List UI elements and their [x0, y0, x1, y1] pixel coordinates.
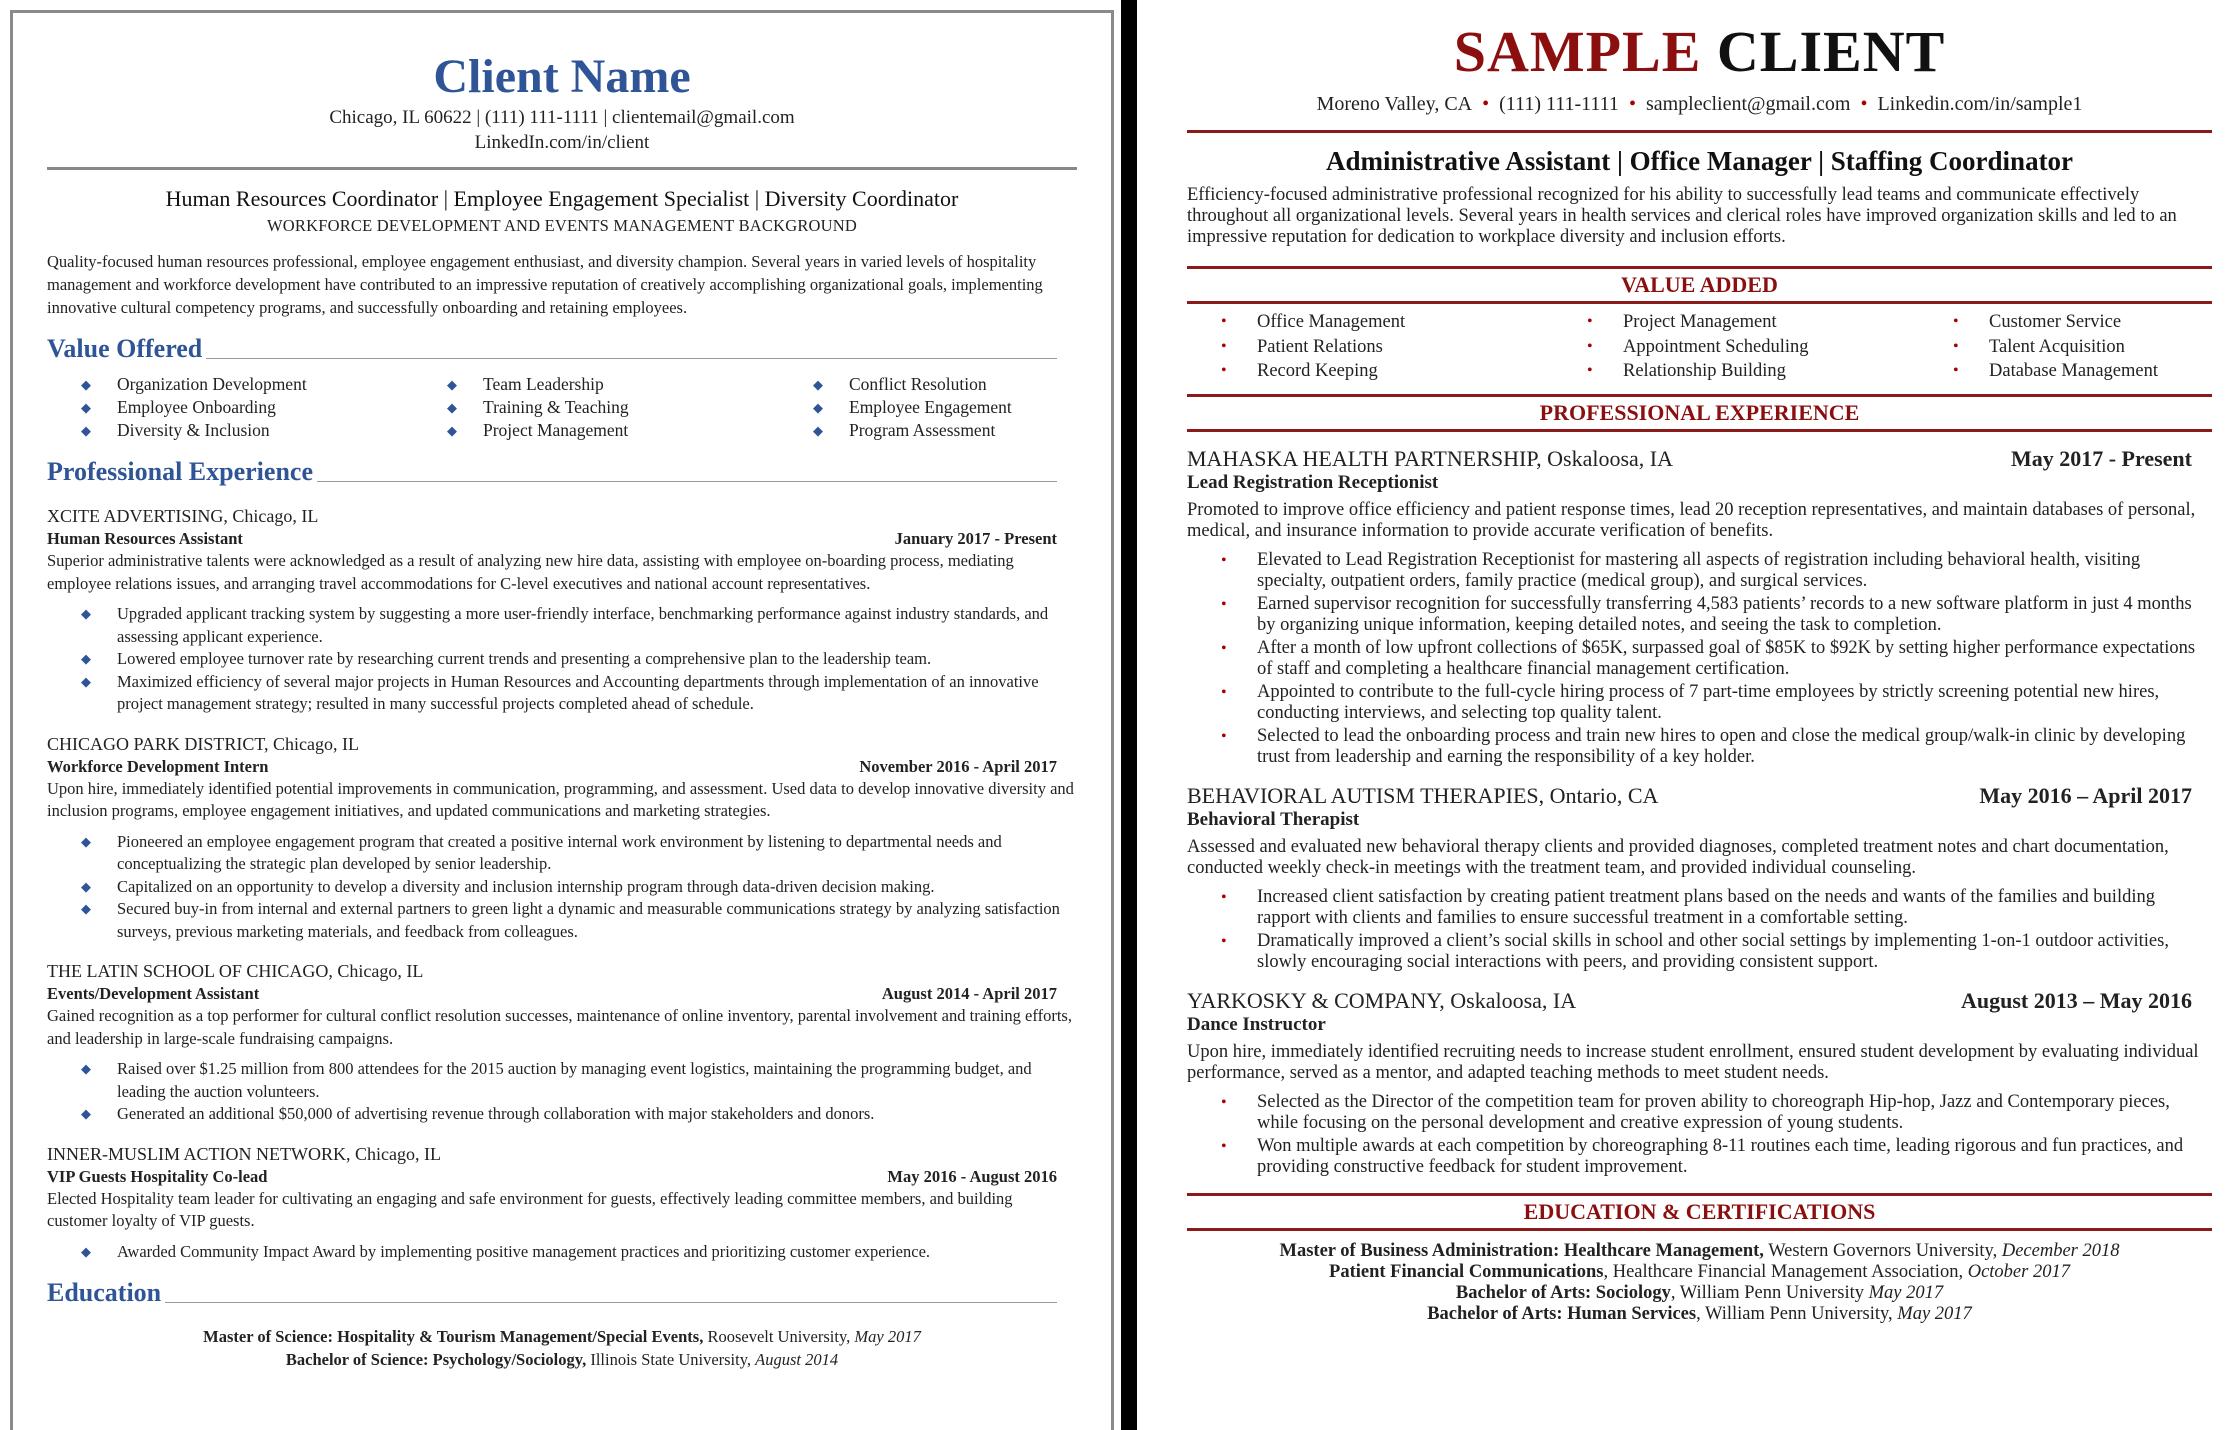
- degree: Master of Business Administration: Healthcare Management,: [1279, 1240, 1764, 1261]
- job-title: Human Resources Assistant: [47, 529, 243, 548]
- job-location: Chicago, IL: [332, 961, 424, 981]
- bullet-icon: ◆: [81, 673, 91, 689]
- school: Western Governors University,: [1763, 1240, 2002, 1261]
- name-first: SAMPLE: [1453, 19, 1702, 84]
- school: , Healthcare Financial Management Association,: [1603, 1261, 1968, 1282]
- linkedin-url: LinkedIn.com/in/client: [474, 132, 650, 153]
- company-name: YARKOSKY & COMPANY, Oskaloosa, IA: [1187, 987, 1577, 1013]
- bullet-icon: •: [1221, 337, 1227, 355]
- value-item: [1953, 310, 2232, 335]
- job-description: Promoted to improve office efficiency and patient response times, lead 20 reception representatives, and maintain databases of personal, medical, and insurance information to provide accurate verification of benefits.: [1187, 499, 2196, 541]
- bullet-icon: •: [1953, 313, 1959, 330]
- value-offered-heading: [47, 333, 1077, 365]
- company-name: INNER-MUSLIM ACTION NETWORK,: [47, 1143, 351, 1164]
- contact-item: sampleclient@gmail.com: [1645, 93, 1851, 115]
- education-heading: EDUCATION & CERTIFICATIONS: [1523, 1198, 1876, 1224]
- bullet-icon: ◆: [81, 833, 91, 849]
- job-entry: [1187, 988, 2212, 1179]
- bullet-icon: •: [1587, 313, 1593, 330]
- bullet-list: [47, 1058, 1077, 1126]
- bullet-icon: ◆: [447, 423, 457, 438]
- value-grid: [1187, 310, 2212, 384]
- bullet-icon: ◆: [447, 400, 457, 415]
- value-item: [1953, 335, 2232, 360]
- bullet-icon: ◆: [813, 423, 823, 438]
- education-item: [47, 1348, 1077, 1371]
- job-list: [1187, 446, 2212, 1179]
- value-item: [81, 396, 447, 419]
- value-item: [813, 419, 1113, 442]
- value-label: Record Keeping: [1257, 361, 1378, 381]
- bullet-list: [47, 603, 1077, 716]
- separator-dot-icon: •: [1482, 93, 1490, 115]
- value-added-heading: VALUE ADDED: [1621, 272, 1778, 297]
- bullet-text: Upgraded applicant tracking system by suggesting a more user-friendly interface, benchmarking performance against industry standards, and assessing applicant experience.: [117, 604, 1049, 646]
- divider: [1187, 429, 2212, 432]
- bullet-text: Secured buy-in from internal and external partners to green light a dynamic and measurable communications strategy by analyzing satisfaction surveys, previous marketing materials, and feedback from colleagues.: [117, 899, 1060, 941]
- bullet-item: [81, 1103, 1077, 1126]
- contact-line: Chicago, IL 60622 | (111) 111-1111 | clientemail@gmail.com: [329, 107, 795, 128]
- bullet-icon: ◆: [81, 1106, 91, 1121]
- value-label: Appointment Scheduling: [1623, 336, 1809, 357]
- bullet-text: Raised over $1.25 million from 800 attendees for the 2015 auction by managing event logistics, maintaining the programming budget, and leading the auction volunteers.: [117, 1059, 1032, 1101]
- bullet-icon: •: [1587, 362, 1593, 379]
- bullet-text: Elevated to Lead Registration Receptionist for mastering all aspects of registration including behavioral health, visiting specialty, outpatient orders, family practice (medical group), and surgical services.: [1257, 549, 2141, 591]
- value-label: Employee Engagement: [849, 397, 1012, 417]
- bullet-item: [1221, 1136, 2212, 1179]
- bullet-item: [81, 1058, 1077, 1103]
- bullet-text: Selected to lead the onboarding process and train new hires to open and close the medical group/walk-in clinic by developing trust from leadership and earning the responsibility of a key holder.: [1257, 725, 2186, 767]
- bullet-icon: ◆: [81, 651, 91, 666]
- bullet-text: Awarded Community Impact Award by implementing positive management practices and prioritizing customer experience.: [117, 1241, 931, 1261]
- school: , William Penn University,: [1696, 1303, 1898, 1324]
- bullet-item: [81, 876, 1077, 899]
- school: Roosevelt University,: [703, 1327, 855, 1346]
- value-item: [813, 396, 1113, 419]
- job-entry: [1187, 446, 2212, 769]
- title-row: [47, 983, 1077, 1005]
- degree: Bachelor of Arts: Human Services: [1427, 1303, 1697, 1324]
- bullet-icon: •: [1221, 362, 1227, 379]
- school: Illinois State University,: [586, 1350, 756, 1369]
- value-item: [1221, 310, 1587, 335]
- company-name: MAHASKA HEALTH PARTNERSHIP, Oskaloosa, IA: [1187, 445, 1673, 471]
- job-description: Elected Hospitality team leader for cultivating an engaging and safe environment for guests, effectively leading committee members, and building customer loyalty of VIP guests.: [47, 1188, 1013, 1230]
- bullet-list: [1187, 887, 2212, 974]
- bullet-item: [81, 671, 1077, 716]
- value-label: Team Leadership: [483, 374, 604, 394]
- education-heading: [47, 1277, 1077, 1309]
- bullet-icon: •: [1953, 362, 1959, 379]
- degree: Master of Science: Hospitality & Tourism Management/Special Events,: [203, 1327, 704, 1346]
- company-name: XCITE ADVERTISING,: [47, 506, 228, 526]
- job-dates: August 2014 - April 2017: [881, 984, 1057, 1003]
- header-divider: [47, 167, 1077, 170]
- bullet-item: [81, 603, 1077, 648]
- job-title: Workforce Development Intern: [47, 756, 269, 776]
- company-row: [1187, 783, 2212, 809]
- job-entry: [47, 504, 1077, 716]
- edu-date: May 2017: [1897, 1303, 1972, 1324]
- edu-date: October 2017: [1967, 1261, 2070, 1282]
- company-row: [1187, 988, 2212, 1014]
- degree: Bachelor of Science: Psychology/Sociology,: [285, 1350, 587, 1369]
- bullet-icon: ◆: [81, 606, 91, 621]
- degree: Bachelor of Arts: Sociology: [1455, 1282, 1671, 1303]
- bullet-item: [1221, 887, 2212, 930]
- job-dates: January 2017 - Present: [894, 529, 1057, 548]
- bullet-icon: •: [1221, 1093, 1227, 1111]
- job-dates: November 2016 - April 2017: [859, 756, 1057, 776]
- bullet-icon: ◆: [81, 423, 91, 438]
- company-row: [1187, 446, 2212, 472]
- title-row: [47, 756, 1077, 778]
- job-title: Events/Development Assistant: [47, 984, 260, 1003]
- bullet-list: [47, 831, 1077, 944]
- value-label: Office Management: [1257, 312, 1406, 332]
- title-row: [47, 1166, 1077, 1188]
- contact-line: [1187, 90, 2212, 118]
- job-description: Upon hire, immediately identified potential improvements in communication, programming, and assessment. Used data to develop innovative diversity and inclusion programs, employee engagement initiatives, and updated communications and marketing strategies.: [47, 778, 1074, 820]
- edu-date: May 2017: [854, 1327, 921, 1346]
- title-row: [47, 528, 1077, 550]
- background-subtitle: WORKFORCE DEVELOPMENT AND EVENTS MANAGEMENT BACKGROUND: [267, 216, 857, 235]
- target-titles: Administrative Assistant | Office Manager | Staffing Coordinator: [1325, 146, 2074, 176]
- company-line: [47, 1142, 1077, 1166]
- education-item: [47, 1325, 1077, 1348]
- bullet-item: [1221, 726, 2212, 769]
- separator-dot-icon: •: [1628, 93, 1636, 115]
- bullet-item: [1221, 682, 2212, 725]
- value-label: Diversity & Inclusion: [117, 420, 270, 440]
- job-description: Gained recognition as a top performer for cultural conflict resolution successes, maintenance of online inventory, parental involvement and training efforts, and leadership in large-scale fundraising campaigns.: [47, 1006, 1072, 1048]
- company-name: BEHAVIORAL AUTISM THERAPIES, Ontario, CA: [1187, 782, 1659, 808]
- job-description: Upon hire, immediately identified recruiting needs to increase student enrollment, ensured student development by evaluating individual performance, served as a mentor, and adapted teaching methods to meet student needs.: [1187, 1041, 2199, 1083]
- job-entry: [47, 732, 1077, 944]
- value-item: [1221, 335, 1587, 360]
- bullet-icon: •: [1221, 595, 1227, 613]
- bullet-item: [81, 831, 1077, 876]
- job-location: Chicago, IL: [268, 733, 360, 754]
- job-dates: May 2016 – April 2017: [1979, 782, 2192, 808]
- bullet-text: Appointed to contribute to the full-cycle hiring process of 7 part-time employees by strictly screening potential new hires, conducting interviews, and selecting top quality talent.: [1257, 681, 2160, 723]
- value-label: Conflict Resolution: [849, 374, 987, 394]
- value-item: [1953, 359, 2232, 384]
- job-title: VIP Guests Hospitality Co-lead: [47, 1166, 268, 1186]
- bullet-text: Earned supervisor recognition for successfully transferring 4,583 patients’ records to a new software platform in just 4 months by organizing unique information, keeping detailed notes, and seeing the task to completion.: [1257, 593, 2192, 635]
- value-item: [447, 419, 813, 442]
- client-name: [1187, 20, 2212, 84]
- job-title: Lead Registration Receptionist: [1187, 471, 1439, 493]
- client-name: Client Name: [433, 50, 691, 103]
- job-dates: May 2017 - Present: [2010, 445, 2192, 471]
- bullet-text: Won multiple awards at each competition by choreographing 8-11 routines each time, leading rigorous and fun practices, and providing constructive feedback for student improvement.: [1257, 1135, 2184, 1177]
- bullet-text: Selected as the Director of the competition team for proven ability to choreograph Hip-hop, Jazz and Contemporary pieces, while focusing on the personal development and creative expression of young students.: [1257, 1091, 2170, 1133]
- bullet-icon: ◆: [81, 1061, 91, 1076]
- value-item: [81, 373, 447, 396]
- bullet-icon: •: [1221, 932, 1227, 950]
- education-item: [1187, 1241, 2212, 1262]
- job-entry: [47, 1142, 1077, 1264]
- bullet-icon: ◆: [81, 377, 91, 392]
- job-dates: May 2016 - August 2016: [887, 1166, 1057, 1186]
- bullet-icon: •: [1221, 888, 1227, 906]
- bullet-icon: •: [1953, 337, 1959, 355]
- education-item: [1187, 1262, 2212, 1283]
- value-label: Project Management: [1623, 312, 1777, 332]
- job-dates: August 2013 – May 2016: [1960, 987, 2192, 1013]
- bullet-icon: •: [1221, 639, 1227, 657]
- company-name: THE LATIN SCHOOL OF CHICAGO,: [47, 961, 333, 981]
- value-label: Project Management: [483, 420, 629, 440]
- bullet-text: Generated an additional $50,000 of advertising revenue through collaboration with major stakeholders and donors.: [117, 1104, 875, 1123]
- degree: Patient Financial Communications: [1329, 1261, 1604, 1282]
- value-label: Patient Relations: [1257, 336, 1383, 357]
- job-list: [47, 504, 1077, 1263]
- company-line: [47, 959, 1077, 983]
- value-item: [813, 373, 1113, 396]
- bullet-icon: •: [1221, 1137, 1227, 1155]
- divider: [1187, 301, 2212, 304]
- bullet-icon: •: [1221, 727, 1227, 745]
- bullet-item: [81, 648, 1077, 671]
- bullet-item: [1221, 550, 2212, 593]
- heading-text: Value Offered: [47, 334, 203, 363]
- divider: [1187, 130, 2212, 133]
- bullet-icon: ◆: [447, 377, 457, 392]
- contact-item: Moreno Valley, CA: [1316, 93, 1473, 115]
- bullet-text: After a month of low upfront collections of $65K, surpassed goal of $85K to $92K by setting higher performance expectations of staff and completing a healthcare financial management certification.: [1257, 637, 2196, 679]
- job-description: Superior administrative talents were acknowledged as a result of analyzing new hire data, assisting with employee on-boarding process, mediating employee relations issues, and arranging travel accommodations for C-level executives and national account representatives.: [47, 551, 1014, 593]
- edu-date: December 2018: [2001, 1240, 2120, 1261]
- bullet-icon: •: [1587, 337, 1593, 355]
- value-item: [447, 396, 813, 419]
- bullet-icon: ◆: [813, 400, 823, 415]
- name-last: CLIENT: [1716, 19, 1946, 84]
- bullet-text: Dramatically improved a client’s social skills in school and other social settings by implementing 1-on-1 outdoor activities, slowly encouraging social interactions with peers, and providing consistent support.: [1257, 930, 2169, 972]
- value-grid: [47, 373, 1077, 442]
- bullet-text: Pioneered an employee engagement program that created a positive internal work environment by listening to departmental needs and conceptualizing the strategic plan developed by senior leadership.: [117, 831, 1002, 873]
- heading-text: Education: [47, 1278, 162, 1307]
- bullet-list: [1187, 550, 2212, 769]
- value-item: [447, 373, 813, 396]
- heading-text: Professional Experience: [47, 457, 313, 486]
- education-item: [1187, 1283, 2212, 1304]
- contact-item: Linkedin.com/in/sample1: [1877, 93, 2083, 115]
- resume-page-left: [10, 10, 1114, 1430]
- summary: Efficiency-focused administrative professional recognized for his ability to successfully lead teams and communicate effectively throughout all organizational levels. Several years in health services and clerical roles have improved organization skills and led to an impressive reputation for dedication to workplace diversity and inclusion efforts.: [1187, 185, 2177, 247]
- heading-rule: [165, 1302, 1057, 1303]
- bullet-list: [47, 1241, 1077, 1264]
- bullet-item: [1221, 931, 2212, 974]
- heading-rule: [206, 358, 1057, 359]
- bullet-icon: •: [1221, 551, 1227, 569]
- bullet-list: [1187, 1092, 2212, 1179]
- bullet-icon: •: [1221, 683, 1227, 701]
- experience-heading: PROFESSIONAL EXPERIENCE: [1539, 399, 1860, 425]
- company-line: [47, 732, 1077, 756]
- separator-dot-icon: •: [1860, 93, 1868, 115]
- bullet-text: Capitalized on an opportunity to develop a diversity and inclusion internship program through data-driven decision making.: [117, 876, 935, 896]
- bullet-item: [81, 1241, 1077, 1264]
- bullet-icon: ◆: [81, 1243, 91, 1259]
- value-label: Relationship Building: [1623, 361, 1786, 381]
- value-item: [1221, 359, 1587, 384]
- bullet-icon: ◆: [81, 901, 91, 916]
- bullet-icon: ◆: [813, 377, 823, 392]
- company-line: [47, 504, 1077, 528]
- education-list: [47, 1325, 1077, 1371]
- target-titles: Human Resources Coordinator | Employee Engagement Specialist | Diversity Coordinator: [165, 186, 959, 211]
- value-item: [1587, 335, 1953, 360]
- value-label: Organization Development: [117, 374, 307, 394]
- job-entry: [1187, 783, 2212, 974]
- divider: [1187, 1228, 2212, 1231]
- job-description: Assessed and evaluated new behavioral therapy clients and provided diagnoses, completed treatment notes and chart documentation, conducted weekly check-in meetings with the treatment team, and provided individual counseling.: [1187, 836, 2169, 878]
- value-item: [1587, 310, 1953, 335]
- resume-page-right: [1137, 0, 2232, 1430]
- education-list: [1187, 1241, 2212, 1325]
- job-location: Chicago, IL: [350, 1143, 441, 1164]
- company-name: CHICAGO PARK DISTRICT,: [47, 733, 269, 754]
- education-item: [1187, 1304, 2212, 1325]
- value-label: Talent Acquisition: [1989, 336, 2125, 357]
- bullet-icon: •: [1221, 313, 1227, 330]
- contact-item: (111) 111-1111: [1499, 93, 1619, 115]
- bullet-icon: ◆: [81, 878, 91, 894]
- job-location: Chicago, IL: [227, 506, 319, 526]
- bullet-item: [1221, 638, 2212, 681]
- bullet-item: [81, 898, 1077, 943]
- job-title: Behavioral Therapist: [1187, 808, 1360, 830]
- edu-date: August 2014: [755, 1350, 839, 1369]
- edu-date: May 2017: [1868, 1282, 1944, 1303]
- value-item: [1587, 359, 1953, 384]
- bullet-item: [1221, 1092, 2212, 1135]
- value-label: Database Management: [1989, 361, 2158, 381]
- bullet-text: Increased client satisfaction by creating patient treatment plans based on the needs and wants of the families and building rapport with clients and families to ensure successful treatment in a comfortable setting.: [1257, 886, 2155, 928]
- bullet-icon: ◆: [81, 400, 91, 415]
- experience-heading: [47, 456, 1077, 488]
- heading-rule: [317, 481, 1057, 482]
- page-divider: [1121, 0, 1137, 1430]
- value-label: Employee Onboarding: [117, 397, 276, 417]
- value-label: Training & Teaching: [483, 397, 629, 417]
- value-label: Customer Service: [1989, 312, 2122, 332]
- bullet-text: Maximized efficiency of several major projects in Human Resources and Accounting departments through implementation of an innovative project management strategy; resulted in many successful projects completed ahead of schedule.: [117, 671, 1039, 713]
- bullet-text: Lowered employee turnover rate by researching current trends and presenting a comprehensive plan to the leadership team.: [117, 649, 932, 668]
- value-label: Program Assessment: [849, 420, 996, 440]
- value-item: [81, 419, 447, 442]
- school: , William Penn University: [1670, 1282, 1869, 1303]
- job-entry: [47, 959, 1077, 1126]
- summary: Quality-focused human resources professional, employee engagement enthusiast, and diversity champion. Several years in varied levels of hospitality management and workforce development have contributed to an impressive reputation of creatively accomplishing organizational goals, implementing innovative cultural competency programs, and successfully onboarding and retaining employees.: [47, 252, 1043, 317]
- job-title: Dance Instructor: [1187, 1013, 1326, 1035]
- bullet-item: [1221, 594, 2212, 637]
